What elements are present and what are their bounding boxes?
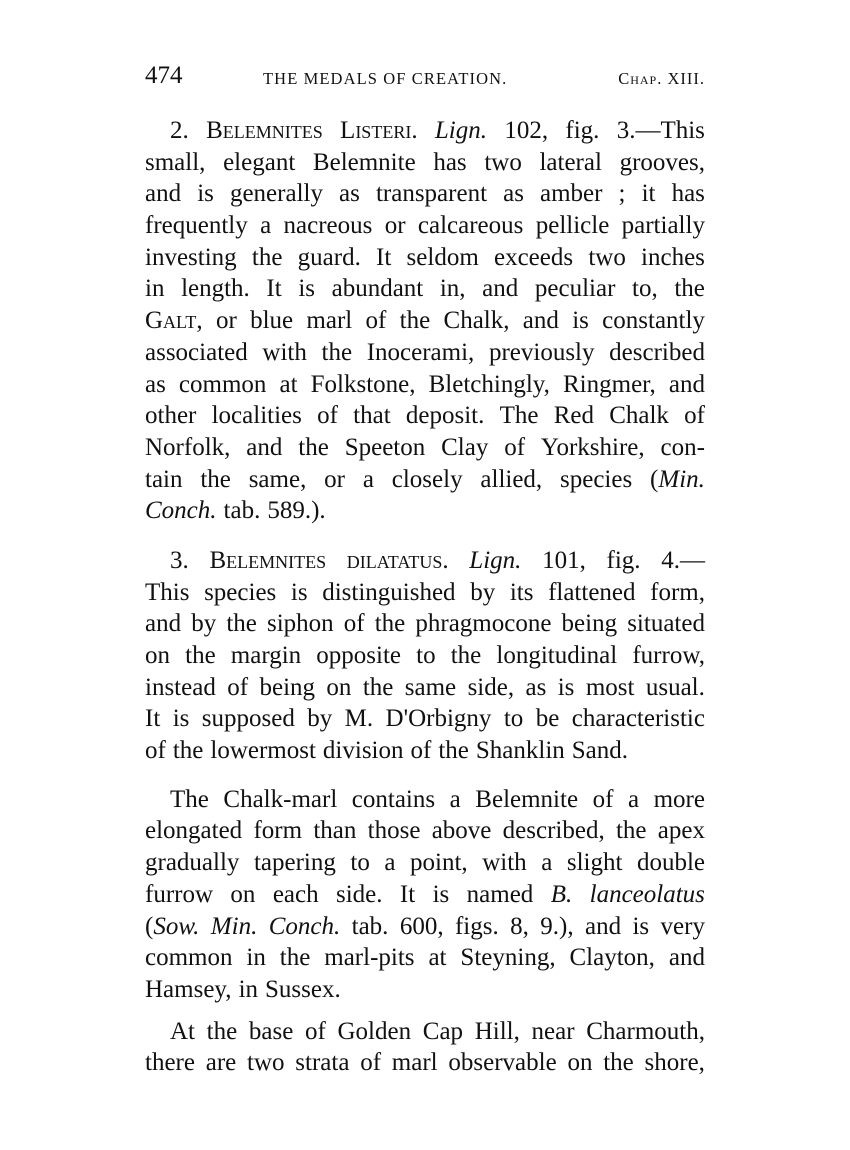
word: Lign.: [434, 117, 487, 144]
word: siphon: [266, 610, 334, 638]
word: the: [251, 243, 283, 271]
word: 3.: [170, 546, 189, 574]
word: fig.: [606, 546, 641, 574]
word: Chalk: [609, 402, 669, 430]
word: marl-pits: [324, 944, 415, 972]
word: as: [145, 370, 166, 398]
word: a: [384, 849, 396, 877]
word: Hamsey,: [145, 975, 232, 1003]
word: the: [200, 465, 231, 493]
word: two: [588, 243, 626, 271]
word: of: [304, 1017, 326, 1045]
word: of: [145, 737, 166, 765]
word: and: [522, 307, 559, 335]
word: elegant: [223, 148, 296, 176]
word: and: [584, 912, 622, 940]
word: observable: [448, 1049, 557, 1077]
word: point,: [410, 849, 468, 877]
word: exceeds: [493, 243, 574, 271]
word: or: [215, 307, 237, 335]
word: con-: [660, 433, 705, 461]
word: tapering: [253, 849, 336, 877]
word: longitudinal: [496, 642, 618, 669]
word: base: [248, 1017, 294, 1045]
word: a: [260, 212, 272, 240]
word: a: [627, 785, 640, 813]
word: Belemnites: [206, 117, 323, 144]
word: described,: [502, 817, 605, 845]
word: D'Orbigny: [385, 705, 492, 733]
word: tain: [145, 465, 183, 493]
word: It: [266, 275, 282, 303]
word: localities: [211, 402, 302, 430]
word: is: [290, 578, 308, 606]
word: form,: [650, 578, 705, 606]
word: the: [374, 610, 406, 638]
word: a: [541, 849, 553, 877]
word: closely: [391, 465, 463, 493]
word: is: [572, 307, 589, 335]
word: the: [603, 1049, 634, 1077]
word: it: [641, 180, 656, 208]
word: the: [450, 642, 482, 669]
word: 101,: [542, 546, 586, 574]
word: tab.: [223, 497, 261, 525]
word: be: [535, 705, 560, 733]
word: has: [433, 148, 467, 176]
word: Belemnites: [209, 546, 327, 574]
paragraph-golden-cap-hill: [145, 1016, 705, 1079]
word: at: [279, 370, 298, 398]
word: Folkstone,: [310, 370, 416, 398]
word: at: [428, 944, 447, 972]
word: calcareous: [417, 212, 524, 240]
page-number: 474: [145, 62, 183, 89]
text-line: [145, 147, 705, 179]
paragraph-chalk-marl: [145, 784, 705, 1006]
word: two: [247, 1049, 285, 1077]
word: guard.: [297, 243, 361, 271]
word: situated: [627, 610, 705, 638]
text-line: [145, 210, 705, 242]
word: side,: [467, 673, 515, 701]
word: inches: [641, 243, 705, 271]
word: being: [561, 610, 618, 638]
word: to: [416, 642, 436, 669]
word: opposite: [316, 642, 402, 669]
word: The: [170, 785, 209, 813]
word: is: [557, 673, 575, 701]
word: B.: [550, 880, 573, 908]
word: of: [227, 673, 249, 701]
word: lowermost: [210, 737, 316, 765]
word: Charmouth,: [586, 1017, 705, 1045]
word: the: [438, 737, 469, 765]
word: common: [145, 944, 233, 972]
word: dilatatus.: [346, 546, 449, 574]
word: seldom: [406, 243, 479, 271]
word: the: [226, 610, 257, 638]
word: Conch.: [145, 497, 217, 525]
word: of: [592, 785, 614, 813]
word: Red: [553, 402, 594, 430]
word: 102,: [504, 117, 549, 144]
word: of: [343, 610, 365, 638]
word: those: [367, 817, 421, 845]
word: amber: [540, 180, 603, 208]
word: transparent: [375, 180, 488, 208]
word: the: [298, 433, 329, 461]
text-line: [145, 911, 705, 943]
word: most: [585, 673, 635, 701]
word: fig.: [565, 117, 600, 144]
word: above: [431, 817, 492, 845]
word: with: [482, 849, 527, 877]
text-line: [145, 400, 705, 432]
word: phragmocone: [415, 610, 552, 638]
word: of: [317, 402, 338, 430]
word: a: [449, 785, 461, 813]
word: gradually: [145, 849, 240, 877]
paragraph-belemnites-dilatatus: [145, 545, 705, 767]
word: furrow,: [632, 642, 705, 669]
word: being: [259, 673, 316, 701]
word: and: [482, 275, 519, 303]
word: lateral: [539, 148, 602, 176]
word: 600,: [399, 912, 444, 940]
word: and: [145, 180, 182, 208]
word: frequently: [145, 212, 248, 240]
text-line: [145, 703, 705, 735]
word: and: [145, 610, 182, 638]
word: to,: [632, 275, 658, 303]
word: Chalk-marl: [223, 785, 338, 813]
word: 2.: [170, 117, 189, 144]
word: in,: [439, 275, 466, 303]
word: deposit.: [405, 402, 485, 430]
word: flattened: [548, 578, 636, 606]
word: and: [246, 433, 283, 461]
text-line: [145, 672, 705, 704]
word: Shanklin: [475, 737, 565, 765]
running-title: THE MEDALS OF CREATION.: [263, 69, 508, 88]
word: of: [365, 307, 387, 335]
word: (Min.: [650, 465, 705, 493]
word: margin: [230, 642, 302, 669]
word: to: [350, 849, 370, 877]
word: Belemnite: [475, 785, 579, 813]
word: the: [399, 307, 431, 335]
word: strata: [295, 1049, 350, 1077]
word: grooves,: [619, 148, 705, 176]
word: constantly: [602, 307, 705, 335]
word: Chalk,: [443, 307, 510, 335]
text-line: [145, 115, 705, 147]
text-line: [145, 464, 705, 496]
word: It: [145, 705, 161, 733]
word: supposed: [201, 705, 295, 733]
word: by: [191, 610, 217, 638]
word: is: [298, 275, 315, 303]
word: allied,: [480, 465, 543, 493]
word: very: [660, 912, 705, 940]
word: At: [170, 1017, 195, 1045]
word: (Sow.: [145, 912, 200, 940]
word: tab.: [351, 912, 389, 940]
word: distinguished: [322, 578, 456, 606]
word: on: [230, 880, 256, 908]
text-line: [145, 305, 705, 337]
word: Conch.: [268, 912, 341, 940]
word: the: [362, 673, 394, 701]
text-line: [145, 1047, 705, 1079]
word: the: [321, 338, 353, 366]
text-line: [145, 1016, 705, 1048]
text-line: [145, 815, 705, 847]
word: near: [531, 1017, 575, 1045]
word: named: [466, 880, 534, 908]
word: contains: [351, 785, 436, 813]
text-line: [145, 608, 705, 640]
text-line: [145, 178, 705, 210]
word: of: [684, 402, 705, 430]
text-line: [145, 369, 705, 401]
word: and: [668, 370, 705, 398]
word: figs.: [454, 912, 499, 940]
word: Bletchingly,: [428, 370, 550, 398]
word: Sussex.: [265, 975, 341, 1003]
word: lanceolatus: [589, 880, 705, 908]
word: Speeton: [344, 433, 426, 461]
word: on: [145, 642, 170, 669]
word: This: [145, 578, 190, 606]
word: It: [399, 880, 416, 908]
word: as: [503, 180, 524, 208]
word: marl: [306, 307, 353, 335]
word: nacreous: [283, 212, 373, 240]
word: Inocerami,: [366, 338, 475, 366]
word: described: [609, 338, 705, 366]
word: or: [324, 465, 345, 493]
word: Hill,: [474, 1017, 520, 1045]
word: as: [339, 180, 360, 208]
text-line: [145, 577, 705, 609]
word: Lign.: [469, 546, 522, 574]
word: associated: [145, 338, 248, 366]
word: the: [674, 275, 705, 303]
word: common: [178, 370, 267, 398]
word: Cap: [422, 1017, 464, 1045]
word: usual.: [645, 673, 705, 701]
word: is: [172, 705, 190, 733]
page-body: [145, 115, 705, 1079]
word: Norfolk,: [145, 433, 231, 461]
word: Belemnite: [312, 148, 416, 176]
text-line: [145, 735, 705, 767]
word: are: [205, 1049, 237, 1077]
word: of: [504, 433, 526, 461]
word: characteristic: [571, 705, 705, 733]
word: instead: [145, 673, 216, 701]
word: 8,: [510, 912, 529, 940]
word: ;: [618, 180, 626, 208]
word: by: [307, 705, 333, 733]
text-line: [145, 432, 705, 464]
word: 589.).: [267, 497, 326, 525]
word: species: [560, 465, 633, 493]
word: 3.—This: [616, 117, 705, 144]
word: to: [503, 705, 524, 733]
word: double: [636, 849, 705, 877]
word: furrow: [145, 880, 214, 908]
word: a: [362, 465, 374, 493]
word: is: [197, 180, 214, 208]
word: in: [246, 944, 266, 972]
word: Ringmer,: [563, 370, 656, 398]
word: is: [632, 912, 650, 940]
word: small,: [145, 148, 206, 176]
word: the: [172, 737, 204, 765]
text-line: [145, 273, 705, 305]
word: species: [204, 578, 277, 606]
word: It: [376, 243, 392, 271]
text-line: [145, 242, 705, 274]
word: of: [360, 1049, 382, 1077]
word: elongated: [145, 817, 243, 845]
word: investing: [145, 243, 237, 271]
word: form: [253, 817, 303, 845]
word: on: [326, 673, 352, 701]
text-line: [145, 545, 705, 577]
text-line: [145, 784, 705, 816]
text-line: [145, 879, 705, 911]
text-line: [145, 337, 705, 369]
word: with: [262, 338, 307, 366]
word: Yorkshire,: [540, 433, 645, 461]
word: Sand.: [571, 737, 629, 765]
word: the: [279, 944, 311, 972]
word: Galt,: [145, 307, 203, 335]
word: Golden: [337, 1017, 412, 1045]
word: side.: [336, 880, 383, 908]
text-line: [145, 942, 705, 974]
word: the: [185, 642, 216, 669]
word: Clay: [441, 433, 489, 461]
text-line: [145, 974, 705, 1006]
word: there: [145, 1049, 195, 1077]
text-line: [145, 847, 705, 879]
word: that: [353, 402, 391, 430]
word: its: [509, 578, 534, 606]
word: more: [653, 785, 705, 813]
word: 4.—: [661, 546, 705, 574]
word: and: [668, 944, 705, 972]
word: marl: [391, 1049, 438, 1077]
word: two: [484, 148, 522, 176]
word: as: [525, 673, 547, 701]
paragraph-belemnites-listeri: [145, 115, 705, 527]
word: same: [404, 673, 457, 701]
word: other: [145, 402, 197, 430]
word: M.: [344, 705, 374, 733]
running-header: [145, 62, 705, 92]
word: the: [206, 1017, 238, 1045]
word: shore,: [644, 1049, 705, 1077]
chapter-label: Chap. XIII.: [618, 69, 705, 88]
word: on: [567, 1049, 593, 1077]
word: peculiar: [534, 275, 616, 303]
word: by: [470, 578, 496, 606]
text-line: [145, 495, 705, 527]
word: blue: [250, 307, 294, 335]
word: division: [322, 737, 404, 765]
word: Min.: [210, 912, 258, 940]
word: abundant: [331, 275, 424, 303]
word: length.: [181, 275, 250, 303]
word: pellicle: [535, 212, 610, 240]
text-line: [145, 640, 705, 672]
word: The: [499, 402, 539, 430]
word: the: [615, 817, 647, 845]
word: of: [410, 737, 432, 765]
word: or: [384, 212, 406, 240]
word: Listeri.: [340, 117, 418, 144]
word: Clayton,: [569, 944, 655, 972]
word: apex: [657, 817, 705, 845]
word: is: [432, 880, 450, 908]
word: Steyning,: [460, 944, 556, 972]
word: has: [671, 180, 705, 208]
word: each: [272, 880, 319, 908]
word: than: [313, 817, 357, 845]
word: generally: [229, 180, 323, 208]
word: same,: [248, 465, 307, 493]
word: in: [145, 275, 165, 303]
word: 9.),: [540, 912, 574, 940]
word: in: [238, 975, 259, 1003]
word: previously: [488, 338, 595, 366]
word: partially: [621, 212, 705, 240]
word: slight: [566, 849, 623, 877]
